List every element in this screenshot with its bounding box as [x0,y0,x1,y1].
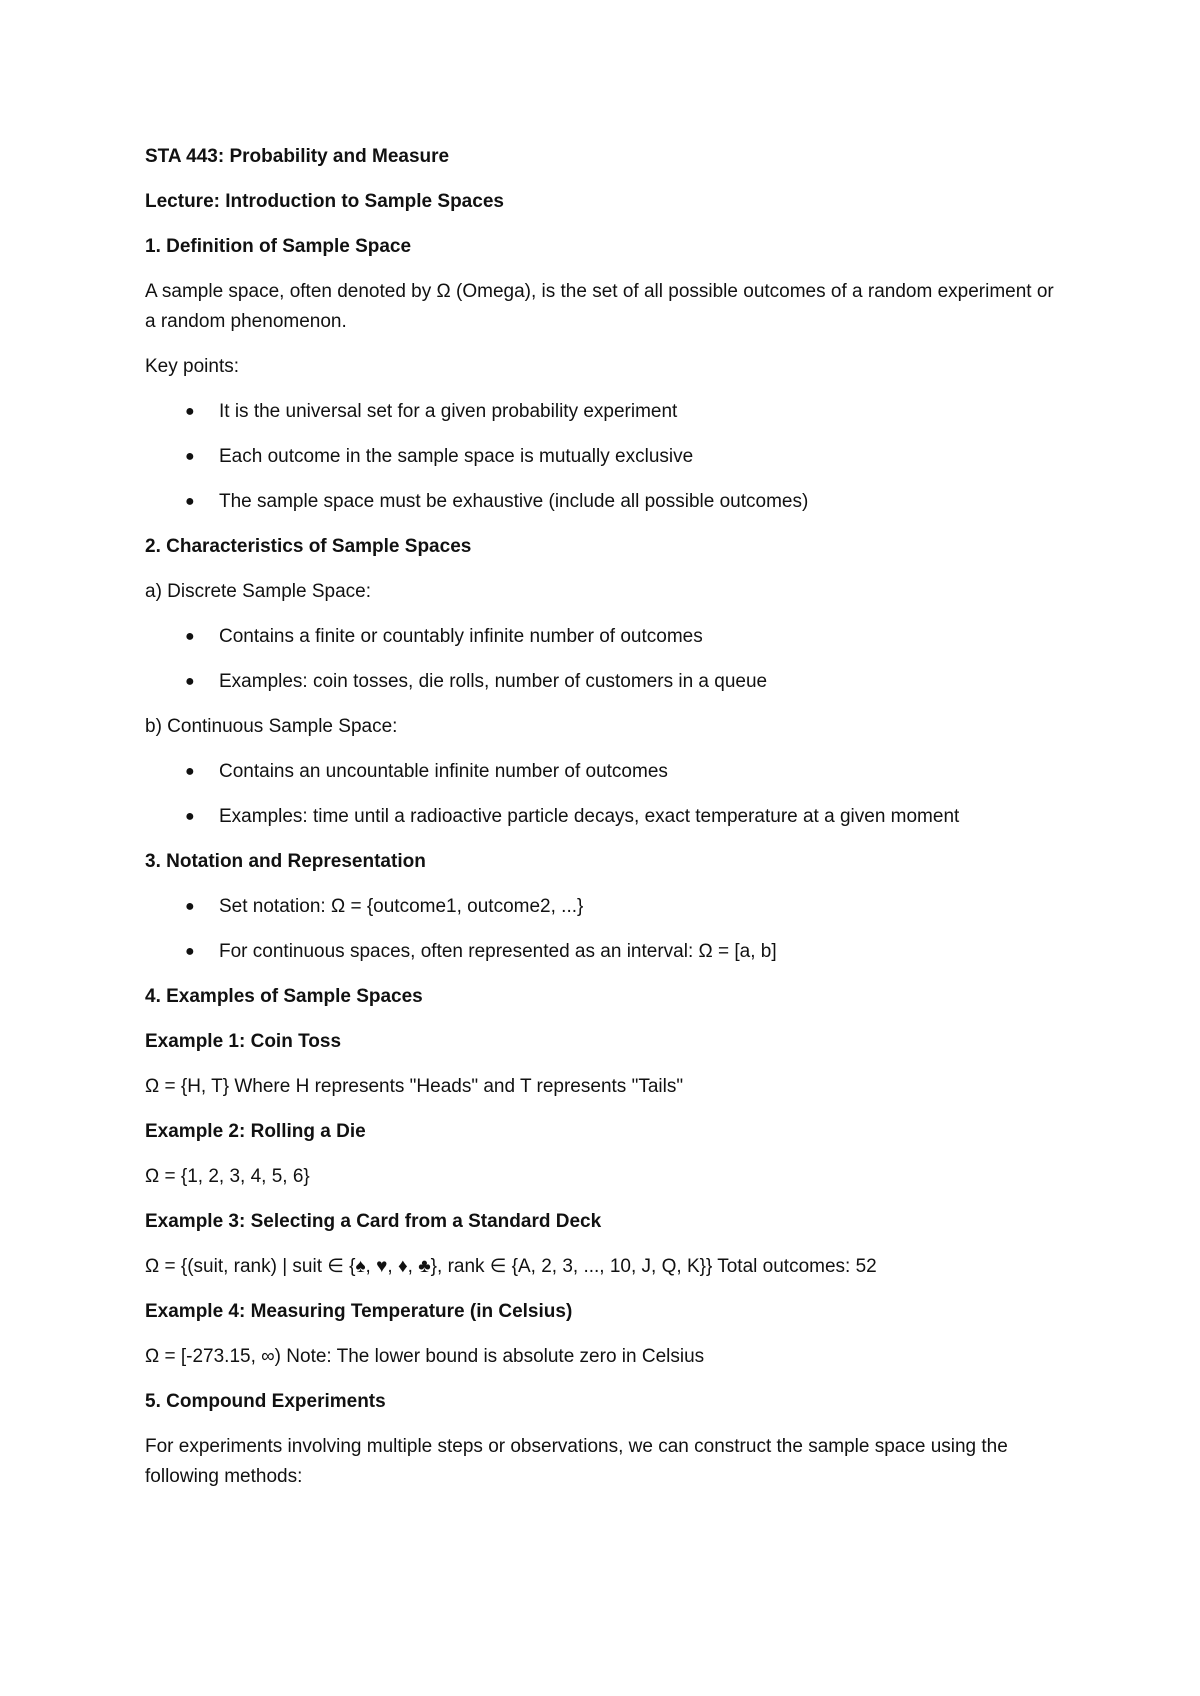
list-item [145,487,1065,517]
example-1-title: Example 1: Coin Toss [145,1031,342,1052]
example-1-body: Ω = {H, T} Where H represents "Heads" and T represents "Tails" [145,1076,684,1097]
list-item [145,892,1065,922]
list-item-text: The sample space must be exhaustive (include all possible outcomes) [219,491,809,512]
list-item-text: Each outcome in the sample space is mutually exclusive [219,446,694,467]
list-item-text: Contains an uncountable infinite number of outcomes [219,761,668,782]
list-item [145,397,1065,427]
list-item-text: Examples: time until a radioactive particle decays, exact temperature at a given moment [219,806,960,827]
section-3-heading: 3. Notation and Representation [145,851,426,872]
example-3-title: Example 3: Selecting a Card from a Standard Deck [145,1211,602,1232]
section-4-heading: 4. Examples of Sample Spaces [145,986,423,1007]
bullet-icon: ● [185,673,195,690]
list-item-text: Set notation: Ω = {outcome1, outcome2, ...} [219,896,584,917]
key-points-list [145,397,1065,517]
section-2-heading: 2. Characteristics of Sample Spaces [145,536,472,557]
list-item [145,802,1065,832]
list-item [145,622,1065,652]
bullet-icon: ● [185,763,195,780]
list-item-text: Examples: coin tosses, die rolls, number of customers in a queue [219,671,768,692]
document-page [145,142,1065,1507]
list-item-text: For continuous spaces, often represented as an interval: Ω = [a, b] [219,941,777,962]
section-1-definition: A sample space, often denoted by Ω (Omega), is the set of all possible outcomes of a random experiment or a random phenomenon. [145,281,1054,332]
continuous-label: b) Continuous Sample Space: [145,716,398,737]
example-4-title: Example 4: Measuring Temperature (in Celsius) [145,1301,573,1322]
bullet-icon: ● [185,943,195,960]
continuous-list [145,757,1065,832]
bullet-icon: ● [185,628,195,645]
list-item [145,667,1065,697]
bullet-icon: ● [185,808,195,825]
example-3-body: Ω = {(suit, rank) | suit ∈ {♠, ♥, ♦, ♣}, rank ∈ {A, 2, 3, ..., 10, J, Q, K}} Total outcomes: 52 [145,1256,877,1277]
bullet-icon: ● [185,898,195,915]
key-points-label: Key points: [145,356,239,377]
discrete-list [145,622,1065,697]
notation-list [145,892,1065,967]
section-1-heading: 1. Definition of Sample Space [145,236,412,257]
example-2-body: Ω = {1, 2, 3, 4, 5, 6} [145,1166,310,1187]
course-title: STA 443: Probability and Measure [145,146,450,167]
lecture-title: Lecture: Introduction to Sample Spaces [145,191,504,212]
example-2-title: Example 2: Rolling a Die [145,1121,366,1142]
list-item [145,442,1065,472]
list-item [145,757,1065,787]
bullet-icon: ● [185,448,195,465]
bullet-icon: ● [185,403,195,420]
section-5-heading: 5. Compound Experiments [145,1391,386,1412]
section-5-intro: For experiments involving multiple steps or observations, we can construct the sample space using the following methods: [145,1436,1008,1487]
discrete-label: a) Discrete Sample Space: [145,581,371,602]
bullet-icon: ● [185,493,195,510]
list-item [145,937,1065,967]
list-item-text: Contains a finite or countably infinite number of outcomes [219,626,703,647]
example-4-body: Ω = [-273.15, ∞) Note: The lower bound is absolute zero in Celsius [145,1346,705,1367]
list-item-text: It is the universal set for a given probability experiment [219,401,678,422]
